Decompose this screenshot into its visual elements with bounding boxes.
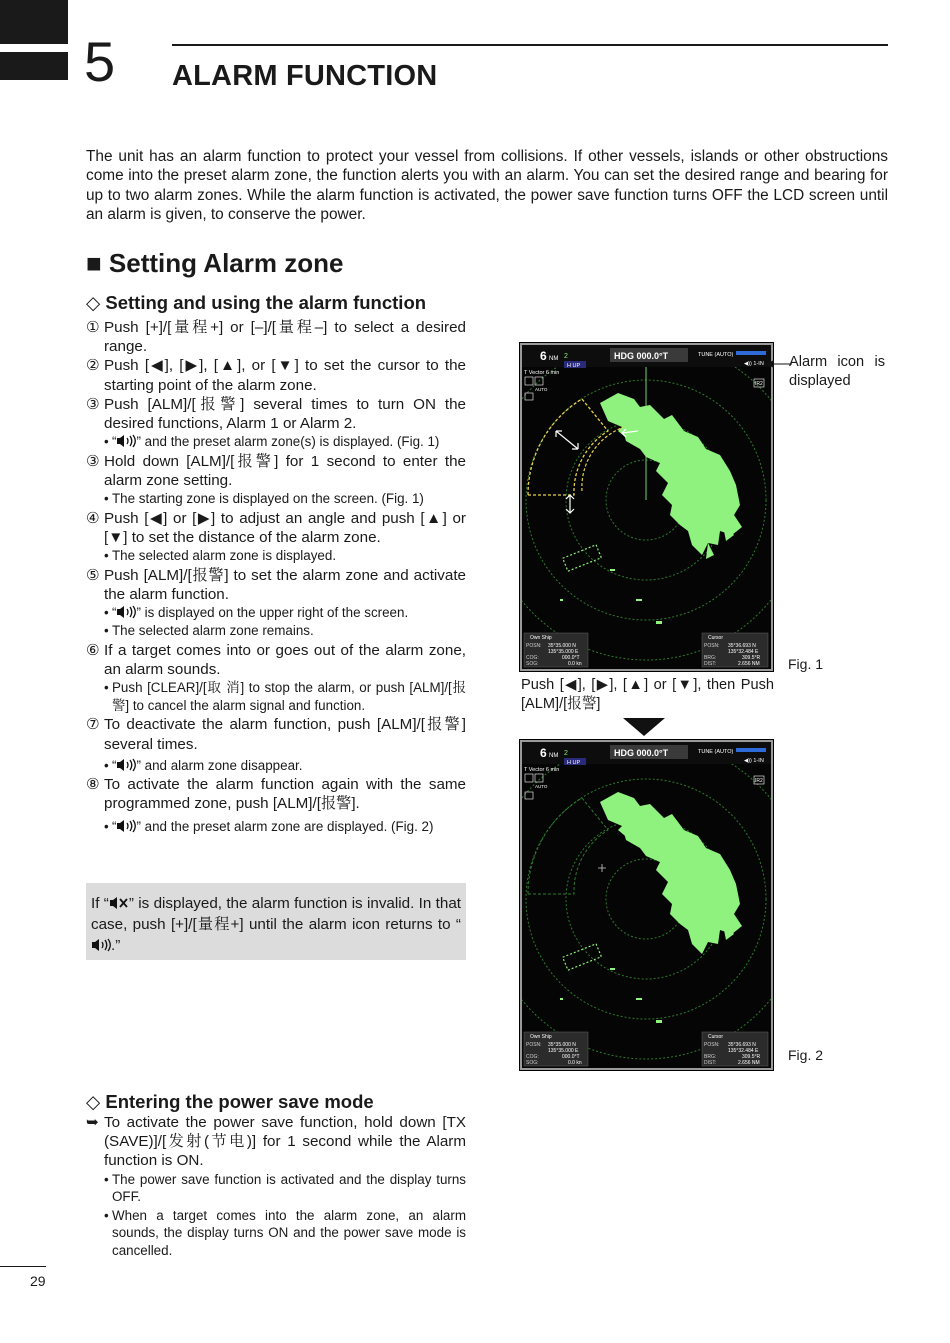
dist-value: 2.656 NM — [738, 661, 760, 667]
speaker-icon — [116, 605, 136, 619]
cursor-posn-lon: 135°32.484 E — [728, 649, 759, 655]
speaker-icon — [116, 758, 136, 772]
step-4: ④ Push [◀] or [▶] to adjust an angle and push [▲] or [▼] to set the distance of the alarm zone. — [86, 509, 466, 546]
auto-label: AUTO — [535, 387, 548, 392]
speaker-icon — [116, 434, 136, 448]
ir-label: IR2 — [755, 381, 763, 387]
step-5: ⑤ Push [ALM]/[报警] to set the alarm zone and activate the alarm function. — [86, 566, 466, 603]
steps-column — [86, 318, 466, 836]
step-7: ⑦ To deactivate the alarm function, push [ALM]/[报警] several times. — [86, 716, 466, 753]
vector-label: T Vector 6 min — [524, 370, 560, 376]
header-rule — [172, 44, 888, 46]
hdg-readout-2: HDG 000.0°T — [614, 748, 669, 758]
chapter-title: ALARM FUNCTION — [172, 60, 438, 92]
dist-label-2: DIST: — [704, 1060, 717, 1066]
power-save-bullet-2: • When a target comes into the alarm zone, an alarm sounds, the display turns ON and the power save mode is cancelled. — [104, 1207, 466, 1258]
hdg-readout: HDG 000.0°T — [614, 351, 669, 361]
sog-value-2: 0.0 kn — [568, 1060, 582, 1066]
own-posn-lon: 135°35.000 E — [548, 649, 579, 655]
bullet-zone-displayed-fig2: • “ ” and the preset alarm zone are displayed. (Fig. 2) — [104, 818, 434, 834]
sog-label: SOG: — [526, 661, 539, 667]
dist-label: DIST: — [704, 661, 717, 667]
bullet-icon-upper-right: • “ ” is displayed on the upper right of the screen. — [104, 604, 409, 620]
tune-label: TUNE (AUTO) — [698, 352, 734, 358]
note-box: If “ ” is displayed, the alarm function is invalid. In that case, push [+]/[量程+] until the alarm icon returns to “.” — [86, 883, 466, 960]
alarm-tag-2: ◀)) 1-IN — [744, 758, 764, 764]
fig2-label: Fig. 2 — [788, 1047, 824, 1063]
own-posn-label: POSN: — [526, 643, 542, 649]
chapter-number: 5 — [84, 30, 116, 93]
chapter-tab-top — [0, 0, 68, 44]
section-heading: ■ Setting Alarm zone — [86, 248, 344, 278]
step-1: ① Push [+]/[量程+] or [–]/[量程–] to select a desired range. — [86, 319, 466, 356]
mode-label-2: H UP — [567, 760, 581, 766]
fig1-label: Fig. 1 — [788, 656, 824, 672]
own-ship-title: Own Ship — [530, 635, 552, 641]
cursor-posn-lon-2: 135°32.484 E — [728, 1048, 759, 1054]
bullet-starting-zone: • The starting zone is displayed on the screen. (Fig. 1) — [104, 491, 424, 507]
footer-rule — [0, 1266, 46, 1267]
cog-value: 000.0°T — [562, 655, 580, 661]
step-8: ⑧ To activate the alarm function again with the same programmed zone, push [ALM]/[报警]. — [86, 776, 466, 813]
cursor-title: Cursor — [708, 635, 724, 641]
ir-label-2: IR2 — [755, 778, 763, 784]
intro-paragraph: The unit has an alarm function to protect your vessel from collisions. If other vessels, islands or other obstructions come into the preset alarm zone, the function alerts you with an alarm. You can set the desired range and bearing for up to two alarm zones. While the alarm function is activated, the power save function turns OFF the LCD screen until an alarm is given, to conserve the power. — [86, 148, 888, 223]
own-posn-lat: 35°35.000 N — [548, 643, 576, 649]
subsection-heading-alarm: ◇ Setting and using the alarm function — [86, 292, 427, 313]
sog-value: 0.0 kn — [568, 661, 582, 667]
speaker-icon — [91, 938, 111, 952]
chapter-tab-bottom — [0, 52, 68, 80]
power-save-step: ➥ To activate the power save function, hold down [TX (SAVE)]/[发射(节电)] for 1 second while the Alarm function is ON. — [86, 1114, 466, 1170]
power-save-bullet-1: • The power save function is activated and the display turns OFF. — [104, 1171, 466, 1205]
brg-value: 309.5°R — [742, 655, 761, 661]
mode-label: H UP — [567, 363, 581, 369]
speaker-muted-icon — [109, 896, 129, 910]
down-arrow-icon — [623, 718, 665, 736]
step-3b: ③ Hold down [ALM]/[报警] for 1 second to enter the alarm zone setting. — [86, 452, 466, 489]
range-unit: NM — [549, 356, 559, 362]
alarm-tag: ◀)) 1-IN — [744, 361, 764, 367]
brg-label: BRG: — [704, 655, 717, 661]
radar-display — [522, 345, 771, 669]
radar-display-2 — [522, 742, 771, 1068]
cursor-posn-label: POSN: — [704, 643, 720, 649]
step-2: ② Push [◀], [▶], [▲], or [▼] to set the cursor to the starting point of the alarm zone. — [86, 357, 466, 394]
subsection-heading-power-save: ◇ Entering the power save mode — [86, 1091, 374, 1112]
bullet-zone-displayed: • The selected alarm zone is displayed. — [104, 548, 337, 564]
cog-label: COG: — [526, 655, 539, 661]
speaker-icon — [116, 819, 136, 833]
radar-screen-fig2 — [520, 740, 773, 1070]
cursor-posn-label-2: POSN: — [704, 1042, 720, 1048]
cursor-title-2: Cursor — [708, 1034, 724, 1040]
cog-value-2: 000.0°T — [562, 1054, 580, 1060]
bullet-alarm-zone-displayed: • “ ” and the preset alarm zone(s) is displayed. (Fig. 1) — [104, 434, 440, 450]
range-value-2: 6 — [540, 746, 547, 760]
auto-label-2: AUTO — [535, 784, 548, 789]
cursor-posn-lat-2: 35°36.693 N — [728, 1042, 756, 1048]
own-ship-title-2: Own Ship — [530, 1034, 552, 1040]
brg-value-2: 309.5°R — [742, 1054, 761, 1060]
page-number: 29 — [30, 1273, 46, 1289]
step-6: ⑥ If a target comes into or goes out of the alarm zone, an alarm sounds. — [86, 641, 466, 679]
brg-label-2: BRG: — [704, 1054, 717, 1060]
between-figures-instruction: Push [◀], [▶], [▲] or [▼], then Push [ALM]/[报警] — [521, 677, 774, 712]
cursor-posn-lat: 35°36.693 N — [728, 643, 756, 649]
step-3: ③ Push [ALM]/[报警] several times to turn ON the desired functions, Alarm 1 or Alarm 2. — [86, 395, 466, 433]
bullet-zone-disappear: • “ ” and alarm zone disappear. — [104, 757, 303, 773]
bullet-zone-remains: • The selected alarm zone remains. — [104, 623, 314, 639]
own-posn-lat-2: 35°35.000 N — [548, 1042, 576, 1048]
own-posn-label-2: POSN: — [526, 1042, 542, 1048]
range-unit-2: NM — [549, 753, 559, 759]
bullet-stop-alarm: • Push [CLEAR]/[取 消] to stop the alarm, or push [ALM]/[报警] to cancel the alarm signal and function. — [104, 680, 466, 713]
cog-label-2: COG: — [526, 1054, 539, 1060]
range-small: 2 — [564, 353, 568, 360]
tune-label-2: TUNE (AUTO) — [698, 749, 734, 755]
own-posn-lon-2: 135°35.000 E — [548, 1048, 579, 1054]
radar-screen-fig1 — [520, 343, 773, 671]
range-value: 6 — [540, 349, 547, 363]
range-small-2: 2 — [564, 750, 568, 757]
sog-label-2: SOG: — [526, 1060, 539, 1066]
alarm-icon-callout: Alarm icon is displayed — [789, 354, 885, 389]
vector-label-2: T Vector 6 min — [524, 767, 560, 773]
power-save-column — [86, 1113, 466, 1260]
dist-value-2: 2.656 NM — [738, 1060, 760, 1066]
